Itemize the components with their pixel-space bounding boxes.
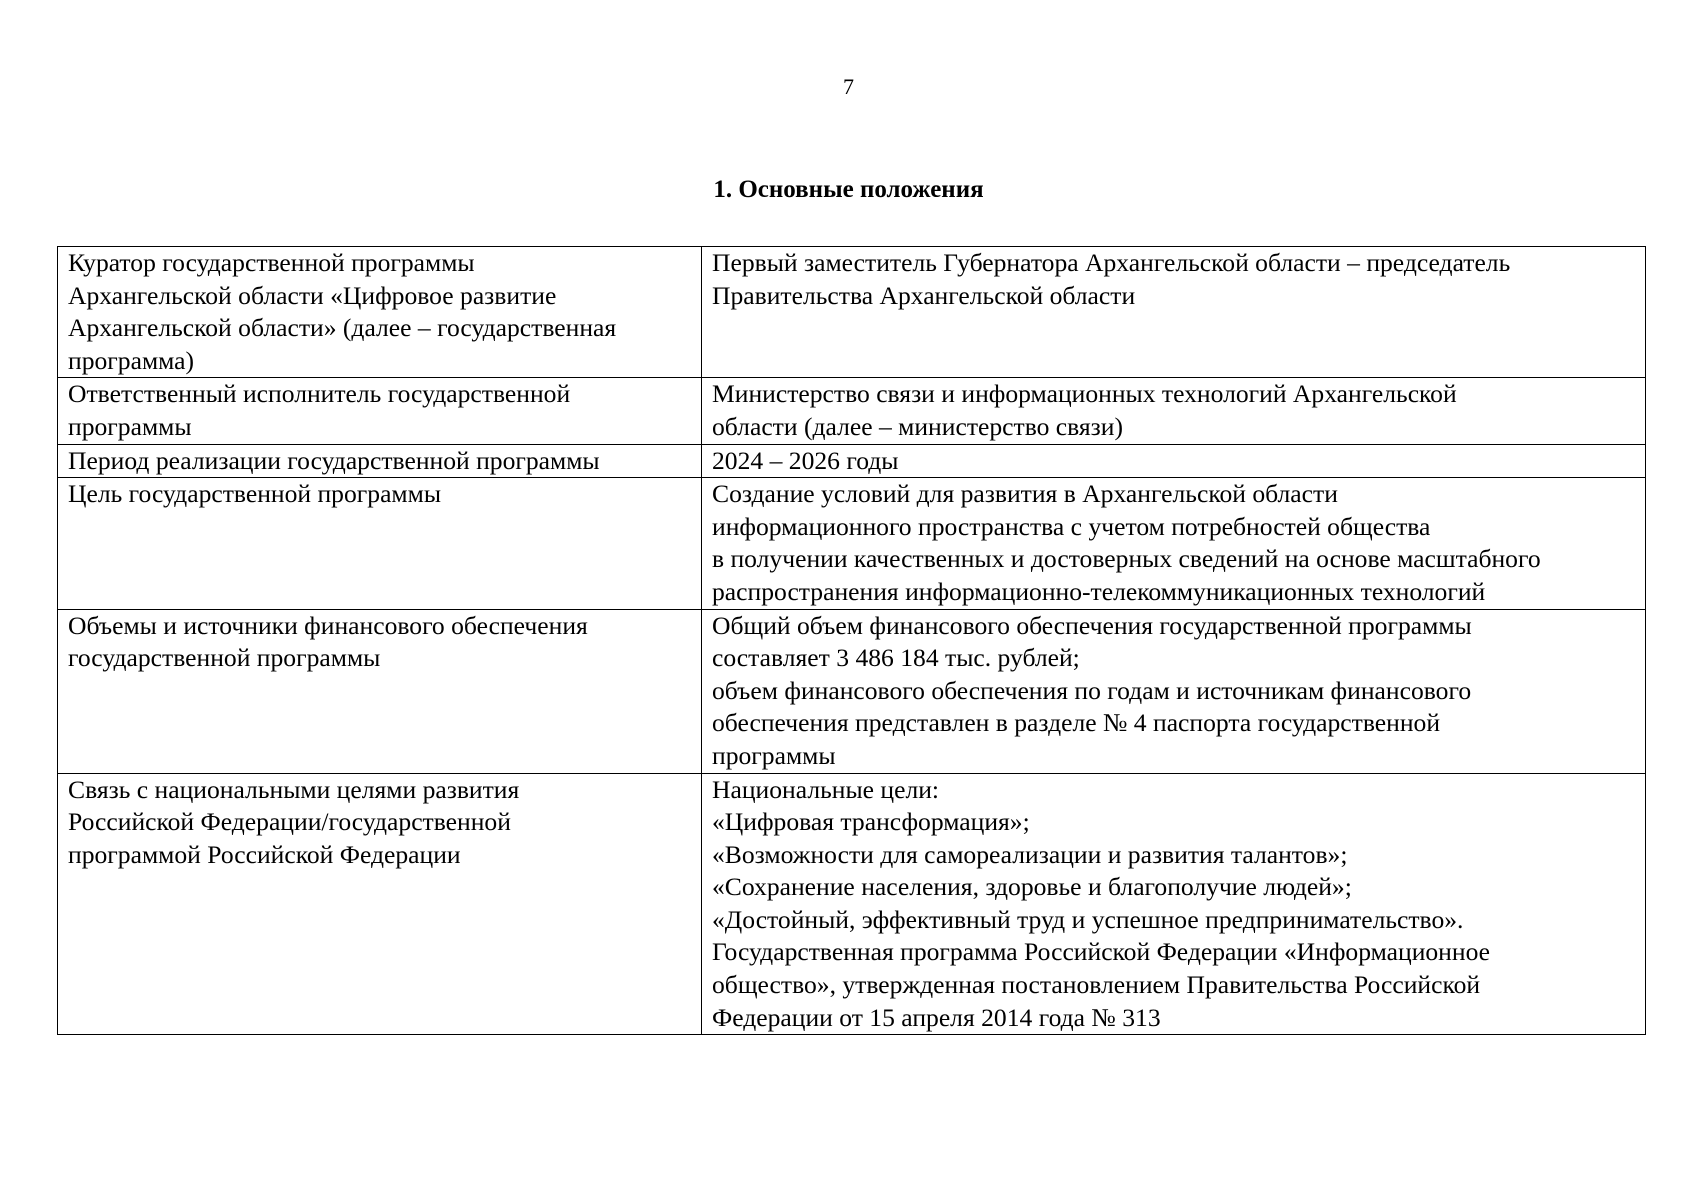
main-provisions-table — [57, 246, 1646, 1035]
row-value-cell — [702, 247, 1646, 378]
label-line: Цель государственной программы — [68, 479, 442, 509]
table-row-responsible-executor — [58, 378, 1646, 444]
value-line: Государственная программа Российской Федерации «Информационное — [712, 937, 1491, 967]
label-line: Связь с национальными целями развития — [68, 774, 520, 804]
row-label-cell — [58, 609, 702, 773]
label-line: Ответственный исполнитель государственной — [68, 379, 571, 409]
value-line: Министерство связи и информационных технологий Архангельской — [712, 379, 1457, 409]
value-line: «Сохранение населения, здоровье и благополучие людей»; — [712, 872, 1352, 902]
row-value-cell — [702, 444, 1646, 478]
table-row-funding — [58, 609, 1646, 773]
value-line: в получении качественных и достоверных сведений на основе масштабного — [712, 544, 1541, 574]
value-line: области (далее – министерство связи) — [712, 411, 1124, 441]
value-line: Общий объем финансового обеспечения государственной программы — [712, 610, 1472, 640]
page-number: 7 — [843, 74, 854, 99]
table-row-national-goals — [58, 773, 1646, 1035]
row-label-cell — [58, 773, 702, 1035]
value-line: общество», утвержденная постановлением Правительства Российской — [712, 970, 1481, 1000]
label-line: программы — [68, 411, 192, 441]
label-line: Куратор государственной программы — [68, 248, 475, 277]
row-label-cell — [58, 378, 702, 444]
label-line: Российской Федерации/государственной — [68, 807, 511, 837]
label-line: Архангельской области «Цифровое развитие — [68, 280, 557, 310]
value-line: 2024 – 2026 годы — [712, 445, 899, 475]
value-line: распространения информационно-телекоммуникационных технологий — [712, 576, 1486, 606]
row-label-cell — [58, 247, 702, 378]
label-line: Объемы и источники финансового обеспечения — [68, 610, 588, 640]
label-line: Период реализации государственной программы — [68, 445, 600, 475]
value-line: «Достойный, эффективный труд и успешное предпринимательство». — [712, 904, 1464, 934]
value-line: информационного пространства с учетом потребностей общества — [712, 511, 1431, 541]
label-line: Архангельской области» (далее – государственная — [68, 313, 617, 343]
value-line: обеспечения представлен в разделе № 4 паспорта государственной — [712, 708, 1441, 738]
value-line: Национальные цели: — [712, 774, 940, 804]
value-line: Федерации от 15 апреля 2014 года № 313 — [712, 1002, 1161, 1032]
value-line: Первый заместитель Губернатора Архангельской области – председатель — [712, 248, 1511, 277]
value-line: «Возможности для самореализации и развития талантов»; — [712, 839, 1348, 869]
label-line: программой Российской Федерации — [68, 839, 461, 869]
row-value-cell — [702, 378, 1646, 444]
row-value-cell — [702, 773, 1646, 1035]
section-title: 1. Основные положения — [713, 176, 984, 203]
table-row-goal — [58, 478, 1646, 609]
row-value-cell — [702, 609, 1646, 773]
table-row-period — [58, 444, 1646, 478]
table-row-curator — [58, 247, 1646, 378]
value-line: составляет 3 486 184 тыс. рублей; — [712, 643, 1080, 673]
row-label-cell — [58, 444, 702, 478]
row-label-cell — [58, 478, 702, 609]
value-line: «Цифровая трансформация»; — [712, 807, 1030, 837]
value-line: объем финансового обеспечения по годам и источникам финансового — [712, 675, 1472, 705]
row-value-cell — [702, 478, 1646, 609]
label-line: государственной программы — [68, 643, 381, 673]
value-line: Создание условий для развития в Архангельской области — [712, 479, 1338, 509]
value-line: программы — [712, 740, 836, 770]
label-line: программа) — [68, 345, 195, 375]
value-line: Правительства Архангельской области — [712, 280, 1136, 310]
